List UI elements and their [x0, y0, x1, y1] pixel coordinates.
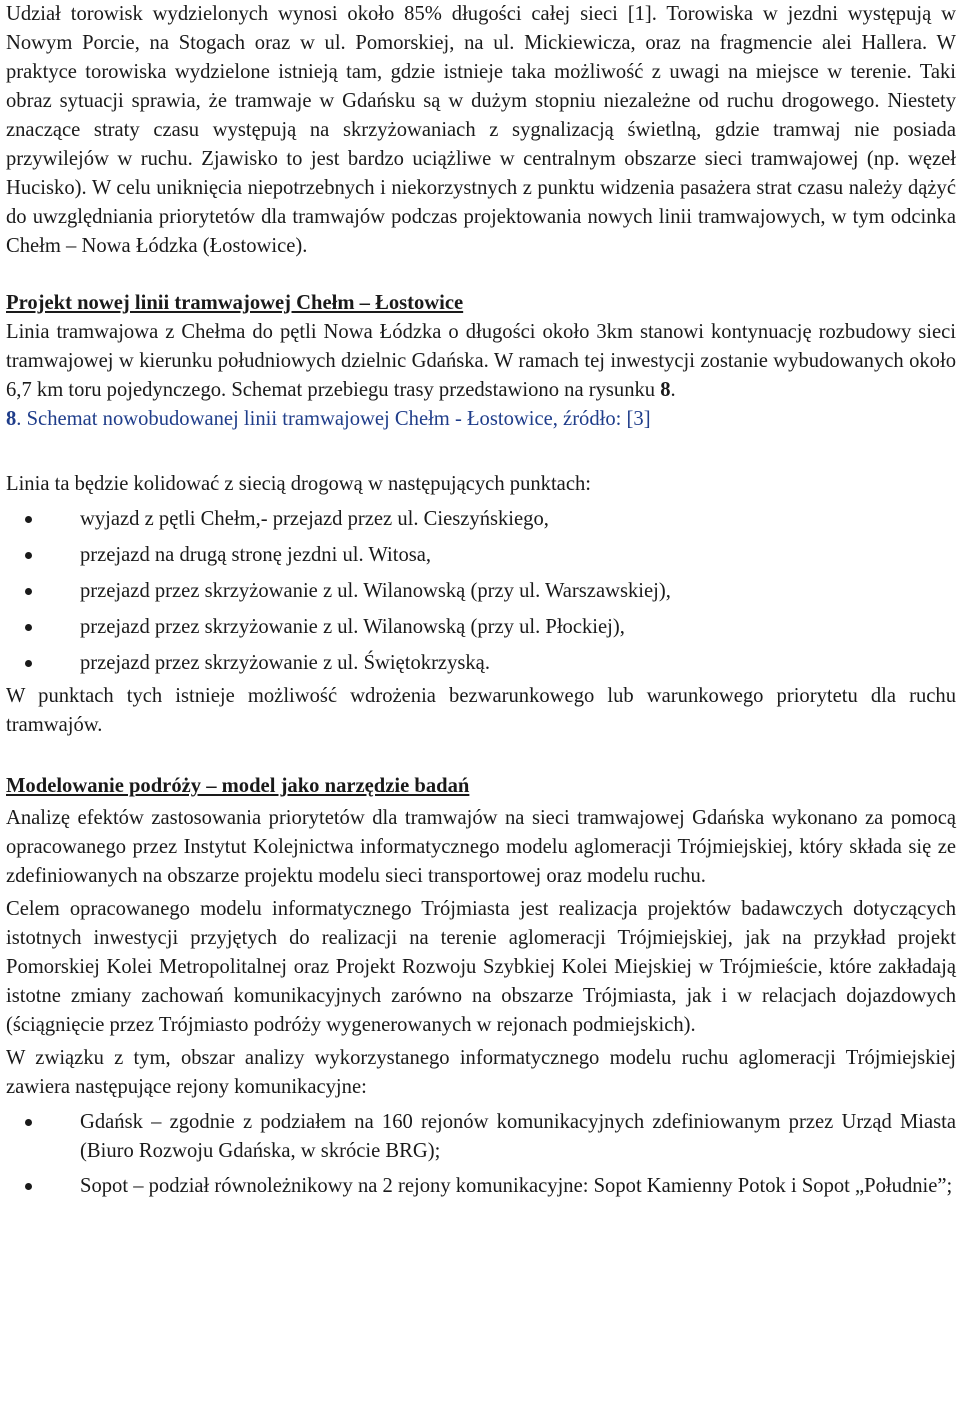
- bullet-icon: [25, 552, 32, 559]
- intro-paragraph: Udział torowisk wydzielonych wynosi około 85% długości całej sieci [1]. Torowiska w jezdni występują w Nowym Porcie, na Stogach oraz w ul. Pomorskiej, na ul. Mickiewicza, oraz na fragmencie alei Hallera. W praktyce torowiska wydzielone istnieją tam, gdzie istnieje taka możliwość z uwagi na miejsce w terenie. Taki obraz sytuacji sprawia, że tramwaje w Gdańsku są w dużym stopniu niezależne od ruchu drogowego. Niestety znaczące straty czasu występują na skrzyżowaniach z sygnalizacją świetlną, gdzie tramwaj nie posiada przywilejów w ruchu. Zjawisko to jest bardzo uciążliwe w centralnym obszarze sieci tramwajowej (np. węzeł Hucisko). W celu uniknięcia niepotrzebnych i niekorzystnych z punktu widzenia pasażera strat czasu należy dążyć do uwzględniania priorytetów dla tramwajów podczas projektowania nowych linii tramwajowych, w tym odcinka Chełm – Nowa Łódzka (Łostowice).: [6, 3, 956, 257]
- figure-reference: 8: [660, 379, 671, 401]
- collisions-outro: W punktach tych istnieje możliwość wdrożenia bezwarunkowego lub warunkowego priorytetu dla ruchu tramwajów.: [6, 685, 956, 736]
- list-item-text: Gdańsk – zgodnie z podziałem na 160 rejonów komunikacyjnych zdefiniowanym przez Urząd Miasta (Biuro Rozwoju Gdańska, w skrócie BRG);: [80, 1111, 956, 1162]
- model-paragraph-1: Analizę efektów zastosowania priorytetów dla tramwajów na sieci tramwajowej Gdańska wykonano za pomocą opracowanego przez Instytut Kolejnictwa informatycznego modelu aglomeracji Trójmiejskiej, który składa się ze zdefiniowanych na obszarze projektu modelu sieci transportowej oraz modelu ruchu.: [6, 807, 956, 887]
- collisions-intro: Linia ta będzie kolidować z siecią drogową w następujących punktach:: [6, 473, 591, 495]
- section-heading-model: Modelowanie podróży – model jako narzędzie badań: [6, 775, 470, 797]
- bullet-icon: [25, 624, 32, 631]
- bullet-icon: [25, 1183, 32, 1190]
- figure-caption: [6, 405, 956, 434]
- list-item-text: przejazd na drugą stronę jezdni ul. Witosa,: [80, 544, 432, 566]
- list-item: [6, 1172, 956, 1201]
- project-paragraph-end: .: [670, 379, 676, 401]
- project-paragraph-text: Linia tramwajowa z Chełma do pętli Nowa Łódzka o długości około 3km stanowi kontynuację rozbudowy sieci tramwajowej w kierunku południowych dzielnic Gdańska. W ramach tej inwestycji zostanie wybudowanych około 6,7 km toru pojedynczego. Schemat przebiegu trasy przedstawiono na rysunku: [6, 321, 956, 401]
- list-item: [6, 505, 956, 534]
- model-paragraph-3: W związku z tym, obszar analizy wykorzystanego informatycznego modelu ruchu aglomeracji Trójmiejskiej zawiera następujące rejony komunikacyjne:: [6, 1047, 956, 1098]
- document-page: [6, 0, 956, 1201]
- bullet-icon: [25, 516, 32, 523]
- collision-list: [6, 505, 956, 678]
- list-item: [6, 1108, 956, 1166]
- region-list: [6, 1108, 956, 1201]
- list-item: [6, 577, 956, 606]
- list-item: [6, 649, 956, 678]
- section-heading-project: Projekt nowej linii tramwajowej Chełm – Łostowice: [6, 292, 464, 314]
- bullet-icon: [25, 1119, 32, 1126]
- figure-caption-text: . Schemat nowobudowanej linii tramwajowej Chełm - Łostowice, źródło: [3]: [16, 408, 651, 430]
- list-item: [6, 613, 956, 642]
- list-item-text: przejazd przez skrzyżowanie z ul. Wilanowską (przy ul. Warszawskiej),: [80, 580, 671, 602]
- bullet-icon: [25, 660, 32, 667]
- bullet-icon: [25, 588, 32, 595]
- figure-caption-number: 8: [6, 408, 17, 430]
- project-paragraph: [6, 318, 956, 405]
- list-item-text: Sopot – podział równoleżnikowy na 2 rejony komunikacyjne: Sopot Kamienny Potok i Sopot „Południe”;: [80, 1175, 953, 1197]
- list-item-text: przejazd przez skrzyżowanie z ul. Świętokrzyską.: [80, 652, 490, 674]
- model-paragraph-2: Celem opracowanego modelu informatycznego Trójmiasta jest realizacja projektów badawczych dotyczących istotnych inwestycji przyjętych do realizacji na terenie aglomeracji Trójmiejskiej, jak na przykład projekt Pomorskiej Kolei Metropolitalnej oraz Projekt Rozwoju Szybkiej Kolei Miejskiej w Trójmieście, które zakładają istotne zmiany zachowań komunikacyjnych zarówno na obszarze Trójmiasta, jak i w relacjach dojazdowych (ściągnięcie przez Trójmiasto podróży wygenerowanych w rejonach podmiejskich).: [6, 898, 956, 1036]
- list-item-text: przejazd przez skrzyżowanie z ul. Wilanowską (przy ul. Płockiej),: [80, 616, 625, 638]
- list-item-text: wyjazd z pętli Chełm,- przejazd przez ul. Cieszyńskiego,: [80, 508, 549, 530]
- list-item: [6, 541, 956, 570]
